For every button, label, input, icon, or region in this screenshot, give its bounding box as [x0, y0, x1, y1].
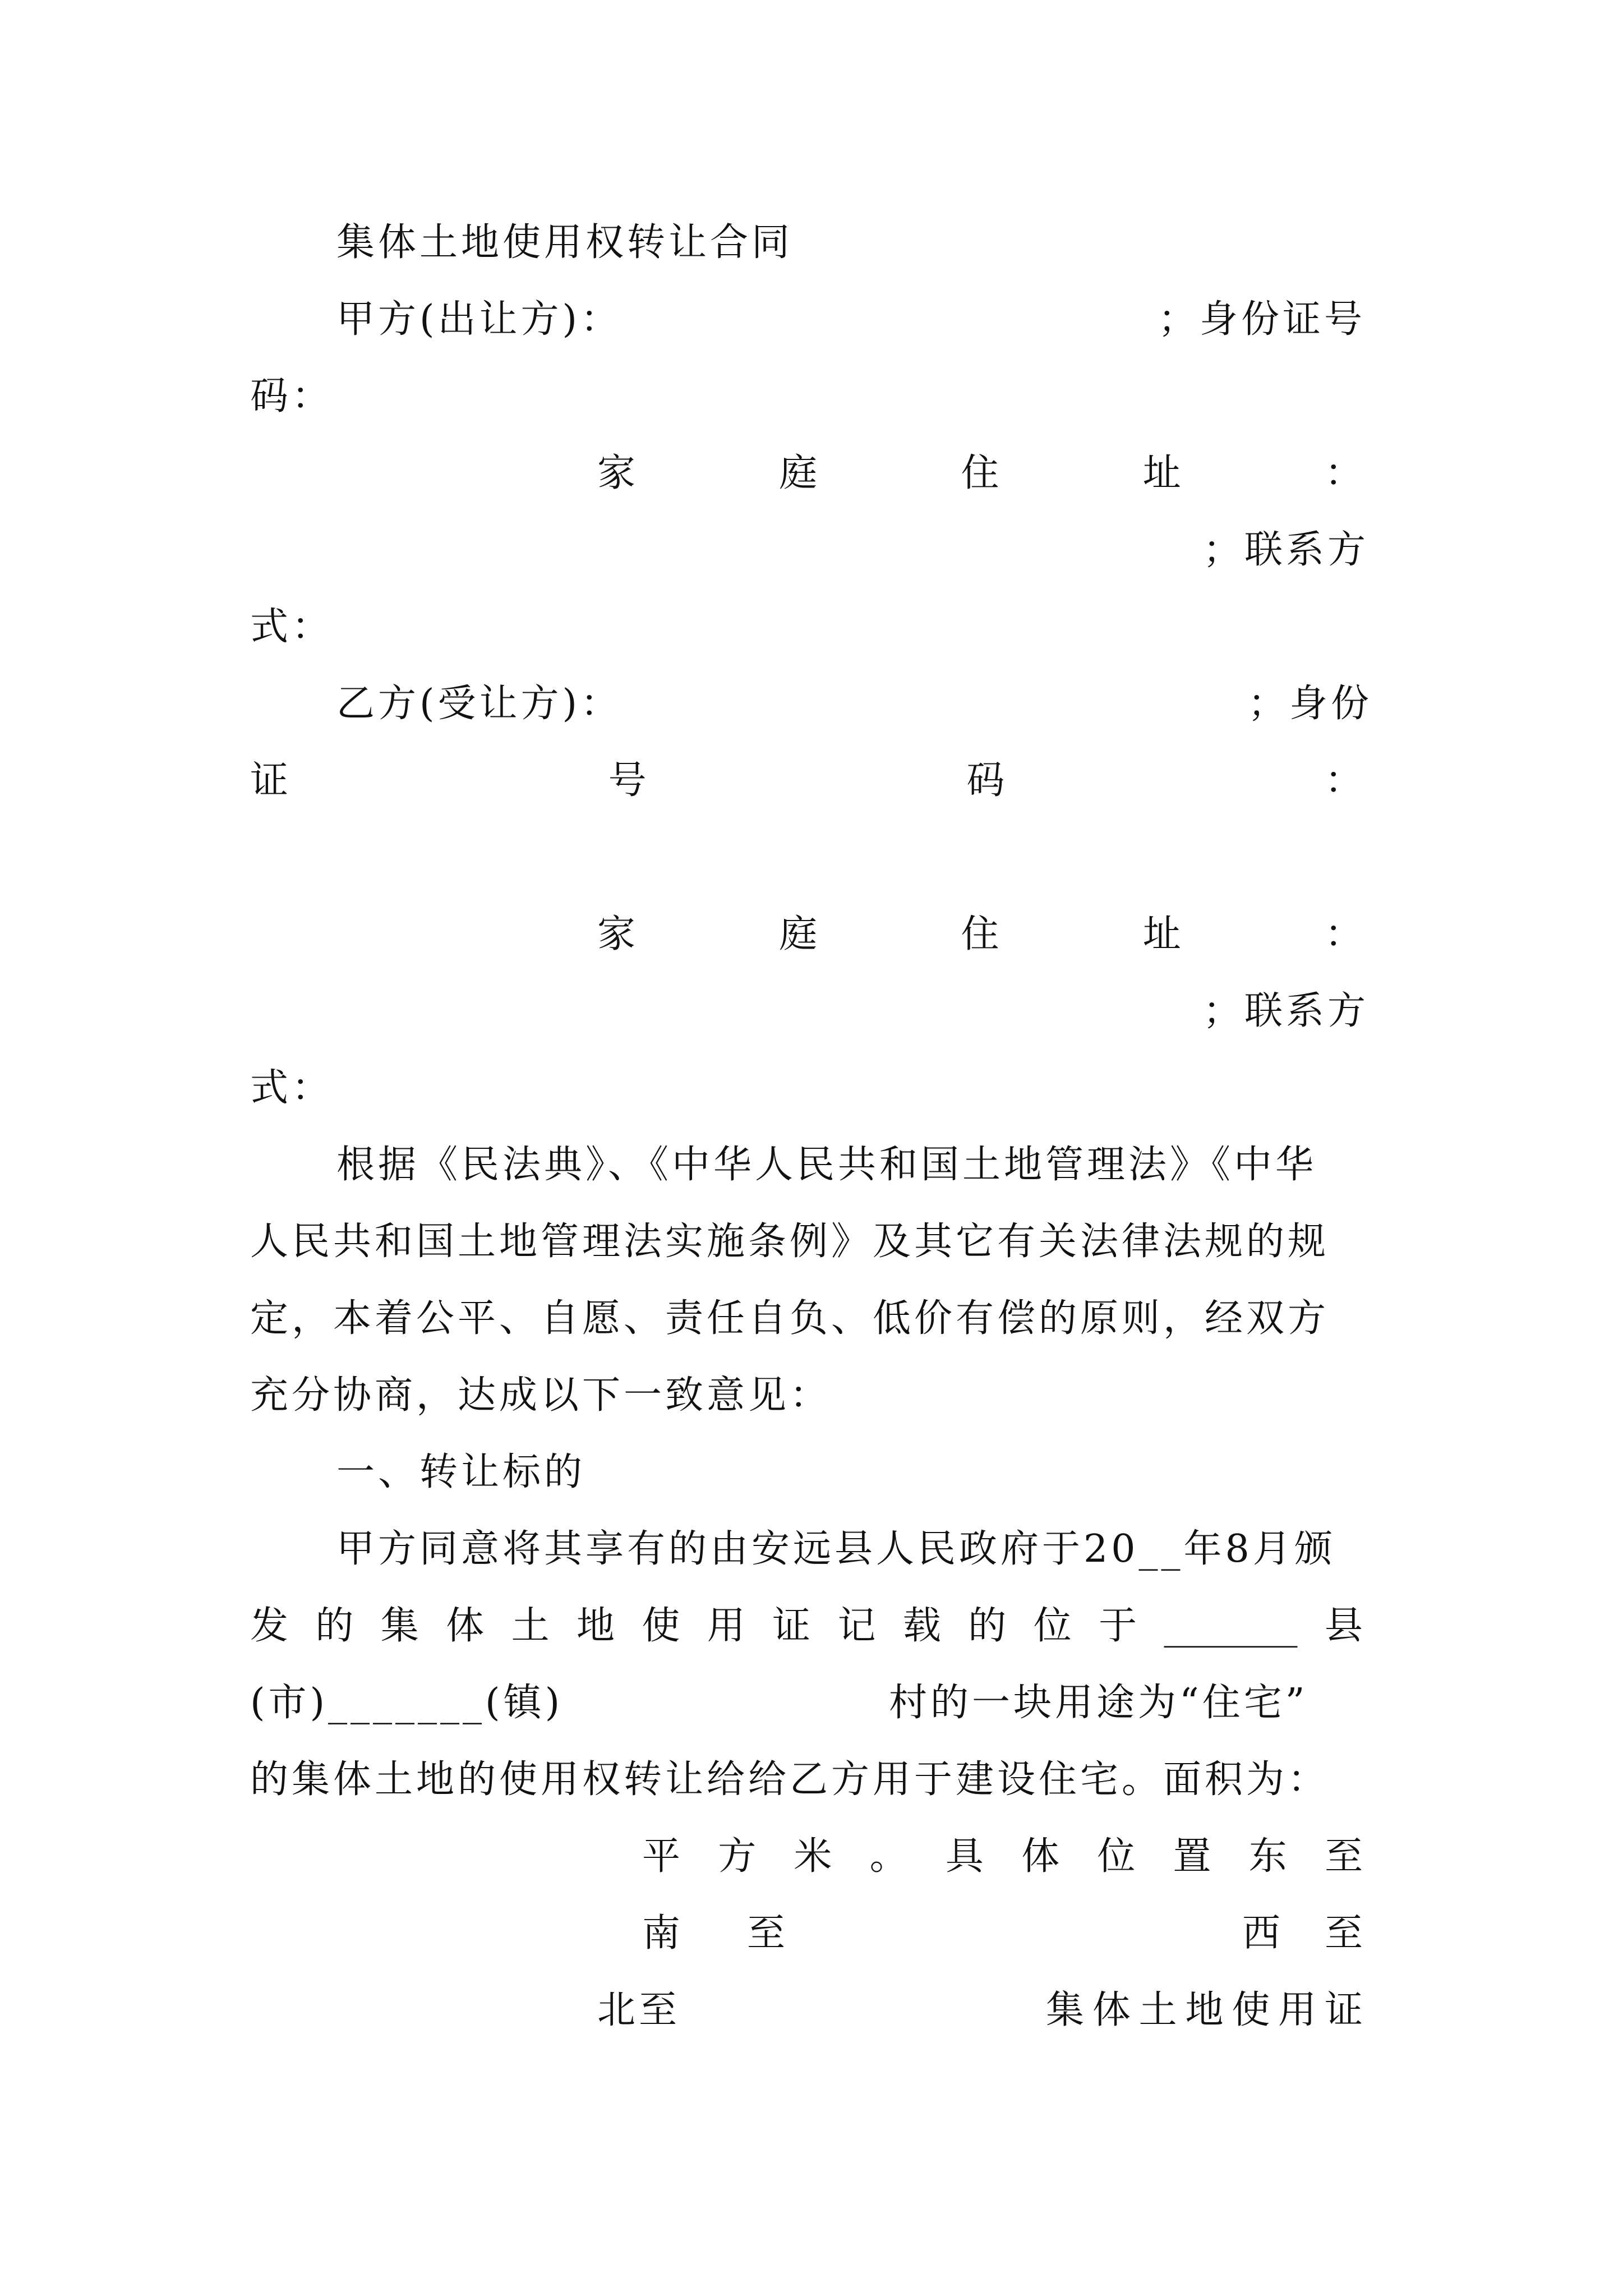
char: 体	[446, 1604, 485, 1648]
char: 用	[707, 1604, 745, 1648]
char: 集	[1046, 1988, 1085, 2032]
party-a-address-label	[597, 448, 1363, 499]
party-b-id-label: ；身份	[1248, 682, 1373, 726]
clause-line-5	[642, 1832, 1363, 1882]
preamble-line-1: 根据《民法典》、《中华人民共和国土地管理法》《中华	[336, 1143, 1317, 1187]
char: 的	[315, 1604, 354, 1648]
char: 使	[1232, 1988, 1270, 2032]
clause-line-3-right: 村的一块用途为“住宅”	[889, 1681, 1308, 1725]
party-a-contact-label-cont: 式：	[250, 605, 334, 649]
char: 证	[250, 758, 289, 803]
clause-line-6-right	[1242, 1908, 1363, 1959]
char: 至	[746, 1911, 785, 1955]
char: 。	[869, 1834, 908, 1879]
char: 置	[1173, 1834, 1211, 1879]
char: _______	[1164, 1604, 1298, 1648]
section-heading-1: 一、转让标的	[336, 1450, 586, 1494]
char: 址	[1142, 451, 1181, 495]
party-a-label: 甲方(出让方)：	[336, 297, 623, 342]
char: 证	[772, 1604, 811, 1648]
clause-line-4: 的集体土地的使用权转让给给乙方用于建设住宅。面积为：	[250, 1757, 1330, 1802]
clause-line-7-left: 北至	[597, 1988, 681, 2032]
preamble-line-3: 定，本着公平、自愿、责任自负、低价有偿的原则，经双方	[250, 1296, 1330, 1341]
party-b-label: 乙方(受让方)：	[336, 682, 623, 726]
clause-line-6-left	[642, 1908, 785, 1959]
char: ：	[1324, 451, 1363, 495]
clause-line-1: 甲方同意将其享有的由安远县人民政府于20__年8月颁	[336, 1527, 1336, 1571]
char: 位	[1097, 1834, 1136, 1879]
char: 土	[511, 1604, 550, 1648]
char: 东	[1248, 1834, 1287, 1879]
char: 记	[837, 1604, 876, 1648]
char: 体	[1092, 1988, 1131, 2032]
char: 证	[1324, 1988, 1363, 2032]
char: 住	[961, 451, 999, 495]
char: 至	[1324, 1834, 1363, 1879]
char: 体	[1021, 1834, 1060, 1879]
char: 至	[1324, 1911, 1363, 1955]
char: 米	[794, 1834, 832, 1879]
party-b-contact-label: ；联系方	[1203, 989, 1370, 1033]
char: 载	[902, 1604, 941, 1648]
party-a-id-label-cont: 码：	[250, 374, 334, 418]
party-a-id-label: ；身份证号	[1158, 297, 1366, 342]
char: 方	[718, 1834, 757, 1879]
preamble-line-2: 人民共和国土地管理法实施条例》及其它有关法律法规的规	[250, 1220, 1330, 1264]
char: 址	[1142, 912, 1181, 956]
contract-title: 集体土地使用权转让合同	[336, 220, 794, 265]
char: 的	[968, 1604, 1007, 1648]
char: ：	[1324, 758, 1363, 803]
char: 西	[1242, 1911, 1281, 1955]
party-a-contact-label: ；联系方	[1203, 528, 1370, 572]
char: 发	[250, 1604, 289, 1648]
clause-line-3-left: (市)_______(镇)	[250, 1681, 564, 1725]
char: 县	[1324, 1604, 1363, 1648]
char: 号	[608, 758, 647, 803]
clause-line-2	[250, 1601, 1363, 1651]
char: 具	[945, 1834, 984, 1879]
char: 码	[966, 758, 1005, 803]
char: 庭	[779, 912, 818, 956]
char: 家	[597, 451, 636, 495]
char: 家	[597, 912, 636, 956]
char: 住	[961, 912, 999, 956]
char: 庭	[779, 451, 818, 495]
char: 位	[1033, 1604, 1072, 1648]
char: 用	[1278, 1988, 1317, 2032]
party-b-address-label	[597, 909, 1363, 960]
char: 集	[380, 1604, 419, 1648]
char: 南	[642, 1911, 681, 1955]
char: 于	[1099, 1604, 1137, 1648]
char: 使	[642, 1604, 680, 1648]
char: ：	[1324, 912, 1363, 956]
clause-line-7-right	[1046, 1985, 1363, 2036]
char: 土	[1138, 1988, 1177, 2032]
char: 平	[642, 1834, 681, 1879]
char: 地	[576, 1604, 615, 1648]
party-b-id-label-cont	[250, 756, 1363, 806]
preamble-line-4: 充分协商，达成以下一致意见：	[250, 1373, 832, 1418]
party-b-contact-label-cont: 式：	[250, 1066, 334, 1110]
char: 地	[1185, 1988, 1224, 2032]
